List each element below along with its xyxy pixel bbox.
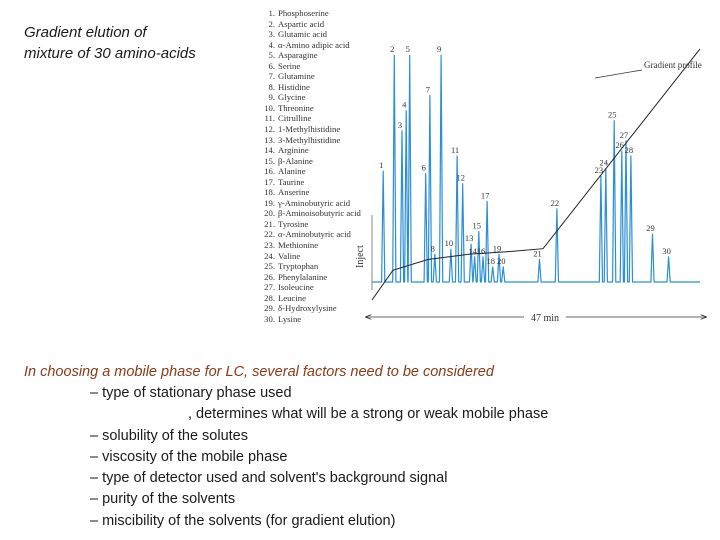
legend-number: 12. [264,124,275,135]
peak-label: 29 [646,223,655,234]
peak-label: 15 [472,220,482,231]
legend-label: Citrulline [278,113,312,124]
peak-label: 19 [492,243,502,254]
legend-number: 30. [264,313,275,324]
legend-label: Leucine [278,292,306,303]
legend-number: 4. [268,39,275,50]
legend-label: β-Alanine [278,155,313,166]
legend-label: Histidine [278,81,310,92]
peak-label: 6 [421,162,426,173]
legend-number: 24. [264,250,275,261]
legend-number: 10. [264,102,275,113]
peak-label: 20 [496,255,506,266]
peak-label: 10 [444,238,454,249]
peak-label: 27 [619,129,629,140]
legend-number: 29. [264,303,275,314]
peak-label: 13 [464,233,474,244]
peak-label: 12 [456,172,465,183]
peak-label: 17 [480,190,490,201]
legend-label: Glycine [278,92,306,103]
factor-item: – type of detector used and solvent's background signal [90,470,448,487]
legend-label: α-Amino adipic acid [278,39,350,50]
peak-label: 28 [624,145,634,155]
legend-number: 27. [264,282,275,293]
legend-label: Glutamic acid [278,29,327,40]
peak-label: 24 [599,157,609,168]
factor-item: – viscosity of the mobile phase [90,448,288,465]
legend-number: 25. [264,261,275,272]
legend-label: Anserine [278,187,310,198]
legend-number: 6. [268,60,275,71]
gradient-profile-line [372,49,700,300]
peak-label: 3 [397,119,403,130]
legend-number: 22. [264,229,275,240]
chromatogram [340,0,720,340]
legend-label: γ-Aminobutyric acid [278,197,351,208]
peak-label: 2 [390,44,395,55]
legend-label: Isoleucine [278,282,314,293]
legend-number: 13. [264,134,275,145]
title-line-1: Gradient elution of [24,24,147,41]
factor-item: – purity of the solvents [90,491,236,508]
peak-label: 4 [402,99,407,110]
legend-label: Alanine [278,166,306,177]
legend-label: 3-Methylhistidine [278,134,341,145]
factor-item: – type of stationary phase used [90,385,292,401]
legend-label: Methionine [278,240,319,251]
legend-label: Arginine [278,145,309,156]
legend-number: 8. [268,81,275,92]
legend-label: β-Aminoisobutyric acid [278,208,361,219]
gradient-label-leader [595,70,642,78]
peak-label: 18 [486,255,495,266]
peak-label: 14 [468,245,477,256]
peak-label: 7 [425,84,431,95]
legend-number: 28. [264,292,275,303]
legend-label: Aspartic acid [278,18,325,29]
legend-number: 21. [264,218,275,229]
legend-label: Threonine [278,102,314,113]
peak-label: 11 [451,145,460,155]
duration-label: 47 min [530,313,560,324]
legend-label: Taurine [278,176,305,187]
factor-item: – solubility of the solutes [90,427,248,444]
peak-label: 5 [405,44,410,55]
legend-number: 20. [264,208,275,219]
peak-label: 16 [476,245,486,256]
legend-number: 7. [268,71,275,82]
peak-label: 25 [607,109,617,120]
inject-label: Inject [355,245,366,268]
legend-label: Glutamine [278,71,315,82]
peak-label: 9 [436,44,442,55]
legend-number: 1. [268,8,275,18]
factor-item: – miscibility of the solvents (for gradient elution) [90,512,396,529]
legend-number: 23. [264,240,275,251]
legend-label: Tryptophan [278,261,319,272]
legend-label: Phenylalanine [278,271,328,282]
factor-list [90,383,548,532]
legend-number: 19. [264,197,275,208]
legend-number: 18. [264,187,275,198]
legend-number: 5. [268,50,275,61]
legend-number: 11. [264,113,275,124]
mobile-phase-intro: In choosing a mobile phase for LC, several factors need to be considered [24,364,494,380]
peak-label: 8 [430,243,435,254]
legend-number: 9. [268,92,275,103]
legend-number: 3. [268,29,275,40]
legend-label: α-Aminobutyric acid [278,229,351,240]
legend-label: Tyrosine [278,218,309,229]
gradient-profile-label: Gradient profile [644,60,702,70]
legend-label: Lysine [278,313,302,324]
legend-number: 26. [264,271,275,282]
legend-label: Phosphoserine [278,8,329,18]
peak-label: 21 [533,248,542,259]
legend-label: Valine [278,250,301,261]
title-line-2: mixture of 30 amino-acids [24,45,196,62]
legend-number: 2. [268,18,275,29]
peak-label: 1 [379,160,384,171]
legend-label: δ-Hydroxylysine [278,303,337,314]
peak-label: 30 [662,245,671,256]
legend-number: 16. [264,166,275,177]
legend-number: 15. [264,155,275,166]
legend-label: 1-Methylhistidine [278,124,341,135]
legend-number: 14. [264,145,275,156]
slide-title [24,22,196,64]
peak-label: 22 [550,197,560,208]
legend-label: Asparagine [278,50,318,61]
legend-number: 17. [264,176,275,187]
peak-label: 26 [615,140,625,150]
factor-item: , determines what will be a strong or weak mobile phase [188,406,549,423]
legend-label: Serine [278,60,301,71]
peak-label: 23 [594,165,604,176]
